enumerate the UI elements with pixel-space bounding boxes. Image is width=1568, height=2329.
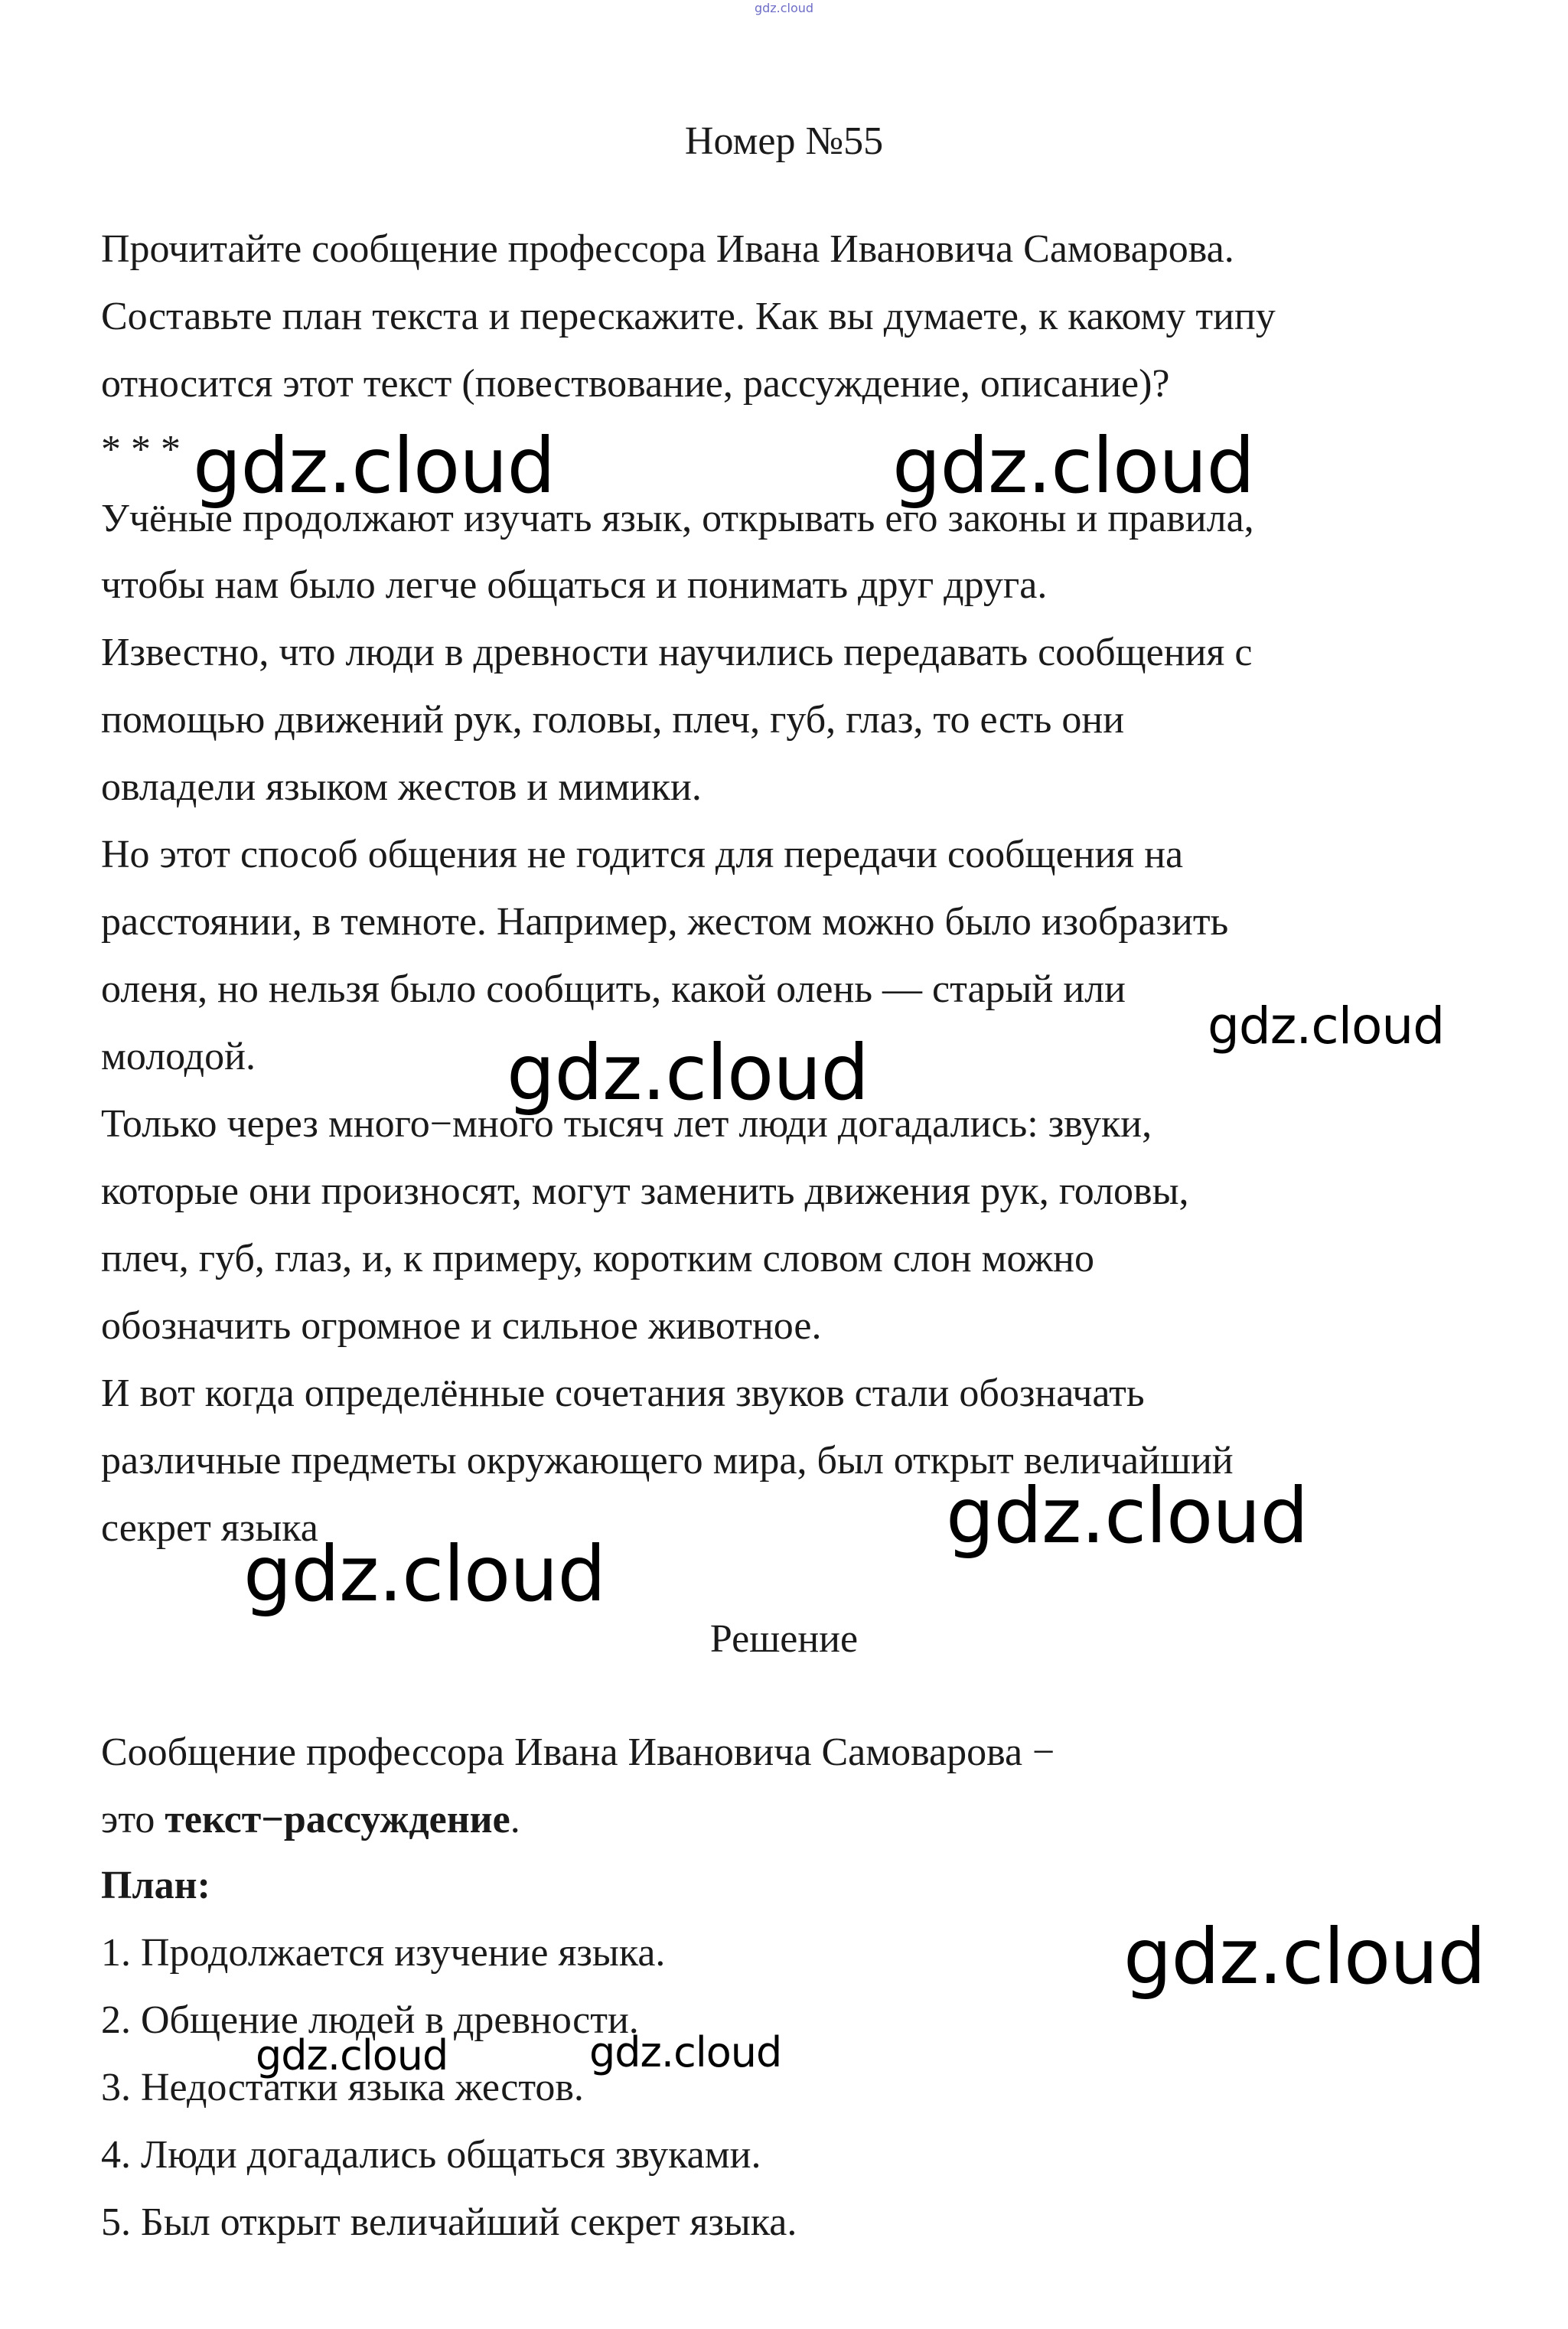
plan-label-text: План:: [101, 1864, 210, 1907]
answer-line: [101, 1797, 520, 1843]
plan-item: 2. Общение людей в древности.: [101, 1998, 639, 2042]
page-title: Номер №55: [684, 119, 884, 163]
text-line: расстоянии, в темноте. Например, жестом можно было изобразить: [101, 900, 1229, 944]
task-line: Составьте план текста и перескажите. Как вы думаете, к какому типу: [101, 295, 1276, 338]
text-line: Известно, что люди в древности научились передавать сообщения с: [101, 631, 1253, 674]
watermark: gdz.cloud: [507, 1028, 869, 1117]
watermark: gdz.cloud: [946, 1471, 1309, 1561]
text-line: которые они произносят, могут заменить движения рук, головы,: [101, 1169, 1189, 1213]
watermark: gdz.cloud: [193, 421, 556, 510]
watermark: gdz.cloud: [892, 421, 1255, 510]
plan-label: [101, 1863, 210, 1909]
top-watermark: gdz.cloud: [754, 1, 814, 15]
text-line: обозначить огромное и сильное животное.: [101, 1304, 822, 1348]
answer-text-type: текст−рассуждение: [165, 1798, 510, 1841]
solution-heading: Решение: [709, 1617, 859, 1661]
section-stars: * * *: [101, 428, 181, 471]
answer-prefix: это: [101, 1798, 165, 1841]
plan-item: 3. Недостатки языка жестов.: [101, 2066, 584, 2109]
task-line: относится этот текст (повествование, рассуждение, описание)?: [101, 362, 1170, 406]
watermark: gdz.cloud: [243, 1529, 606, 1619]
text-line: И вот когда определённые сочетания звуков стали обозначать: [101, 1372, 1145, 1415]
watermark: gdz.cloud: [256, 2031, 448, 2079]
text-line: овладели языком жестов и мимики.: [101, 765, 702, 809]
text-line: молодой.: [101, 1035, 256, 1078]
text-line: чтобы нам было легче общаться и понимать друг друга.: [101, 563, 1048, 607]
watermark: gdz.cloud: [589, 2028, 782, 2076]
plan-item: 5. Был открыт величайший секрет языка.: [101, 2200, 797, 2244]
text-line: помощью движений рук, головы, плеч, губ, глаз, то есть они: [101, 698, 1125, 742]
text-line: Только через много−много тысяч лет люди догадались: звуки,: [101, 1102, 1152, 1146]
watermark: gdz.cloud: [1123, 1912, 1486, 2001]
text-line: плеч, губ, глаз, и, к примеру, коротким словом слон можно: [101, 1237, 1094, 1280]
text-line: Но этот способ общения не годится для передачи сообщения на: [101, 833, 1184, 876]
answer-line: Сообщение профессора Ивана Ивановича Самоварова −: [101, 1730, 1055, 1774]
plan-item: 4. Люди догадались общаться звуками.: [101, 2133, 761, 2177]
watermark: gdz.cloud: [1208, 997, 1445, 1055]
text-line: оленя, но нельзя было сообщить, какой олень — старый или: [101, 967, 1126, 1011]
text-line: различные предметы окружающего мира, был открыт величайший: [101, 1439, 1234, 1483]
text-line: Учёные продолжают изучать язык, открывать его законы и правила,: [101, 497, 1254, 540]
text-line: секрет языка: [101, 1506, 318, 1550]
answer-suffix: .: [510, 1798, 520, 1841]
task-line: Прочитайте сообщение профессора Ивана Ивановича Самоварова.: [101, 227, 1234, 271]
plan-item: 1. Продолжается изучение языка.: [101, 1931, 666, 1975]
